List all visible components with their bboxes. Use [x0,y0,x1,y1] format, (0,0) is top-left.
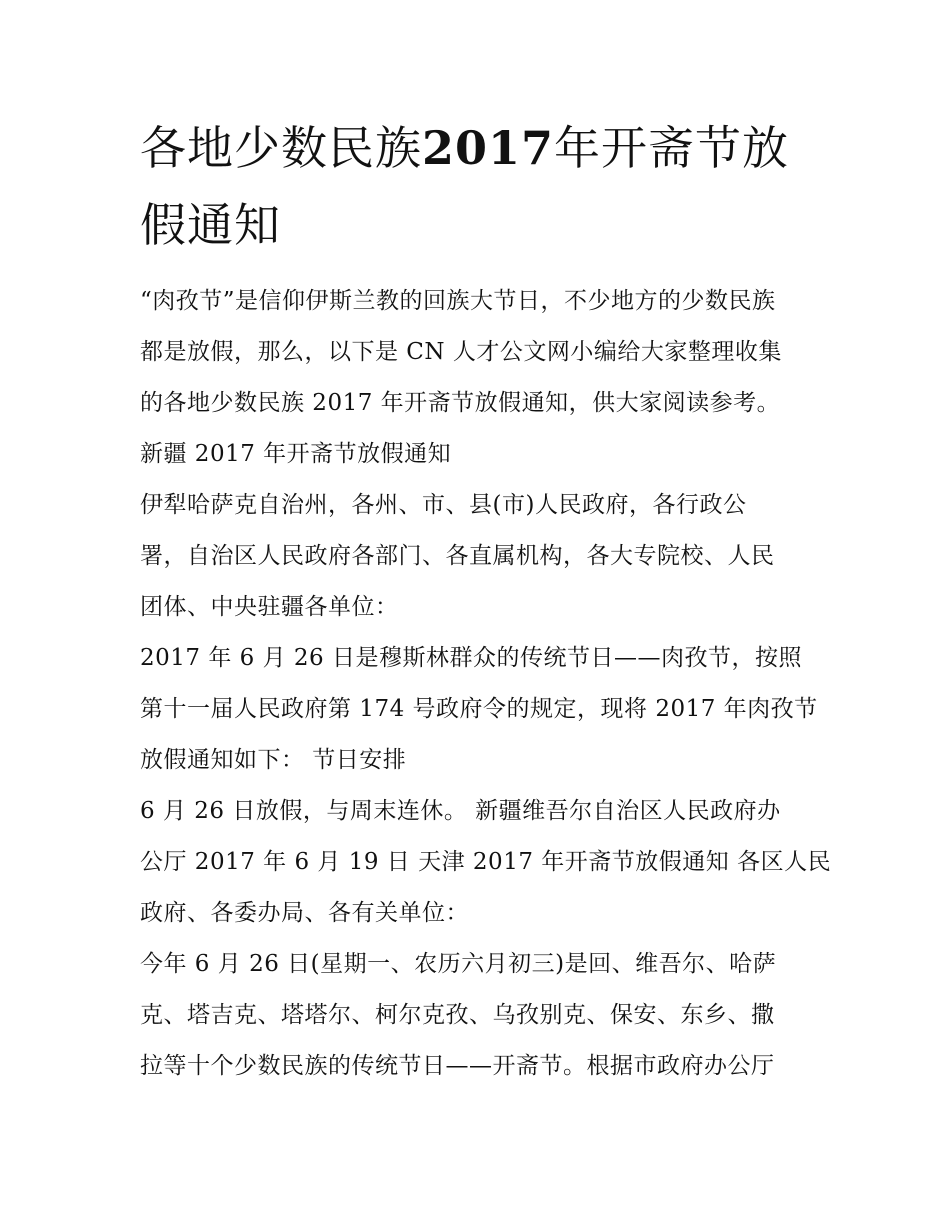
body-line: 署，自治区人民政府各部门、各直属机构，各大专院校、人民 [140,543,775,569]
body-line: 拉等十个少数民族的传统节日——开斋节。根据市政府办公厅 [140,1053,775,1079]
title-line2: 假通知 [140,198,281,252]
body-line: 伊犁哈萨克自治州，各州、市、县(市)人民政府，各行政公 [140,492,747,518]
body-line: 第十一届人民政府第 174 号政府令的规定，现将 2017 年肉孜节 [140,696,818,722]
body-line: 放假通知如下： 节日安排 [140,747,407,773]
title-part2: 年开斋节放 [554,121,790,175]
body-line: 的各地少数民族 2017 年开斋节放假通知，供大家阅读参考。 [140,390,781,416]
body-line: 政府、各委办局、各有关单位： [140,900,469,926]
document-title [140,110,830,264]
body-line: 团体、中央驻疆各单位： [140,594,399,620]
body-line: 新疆 2017 年开斋节放假通知 [140,441,452,467]
body-line: 克、塔吉克、塔塔尔、柯尔克孜、乌孜别克、保安、东乡、撒 [140,1002,775,1028]
title-year: 2017 [422,121,555,175]
body-line: “肉孜节”是信仰伊斯兰教的回族大节日，不少地方的少数民族 [140,288,776,314]
body-line: 都是放假，那么，以下是 CN 人才公文网小编给大家整理收集 [140,339,782,365]
document-body [140,276,832,1092]
title-part1: 各地少数民族 [140,121,422,175]
body-line: 6 月 26 日放假，与周末连休。 新疆维吾尔自治区人民政府办 [140,798,781,824]
body-line: 公厅 2017 年 6 月 19 日 天津 2017 年开斋节放假通知 各区人民 [140,849,832,875]
body-line: 今年 6 月 26 日(星期一、农历六月初三)是回、维吾尔、哈萨 [140,951,777,977]
body-line: 2017 年 6 月 26 日是穆斯林群众的传统节日——肉孜节，按照 [140,645,802,671]
